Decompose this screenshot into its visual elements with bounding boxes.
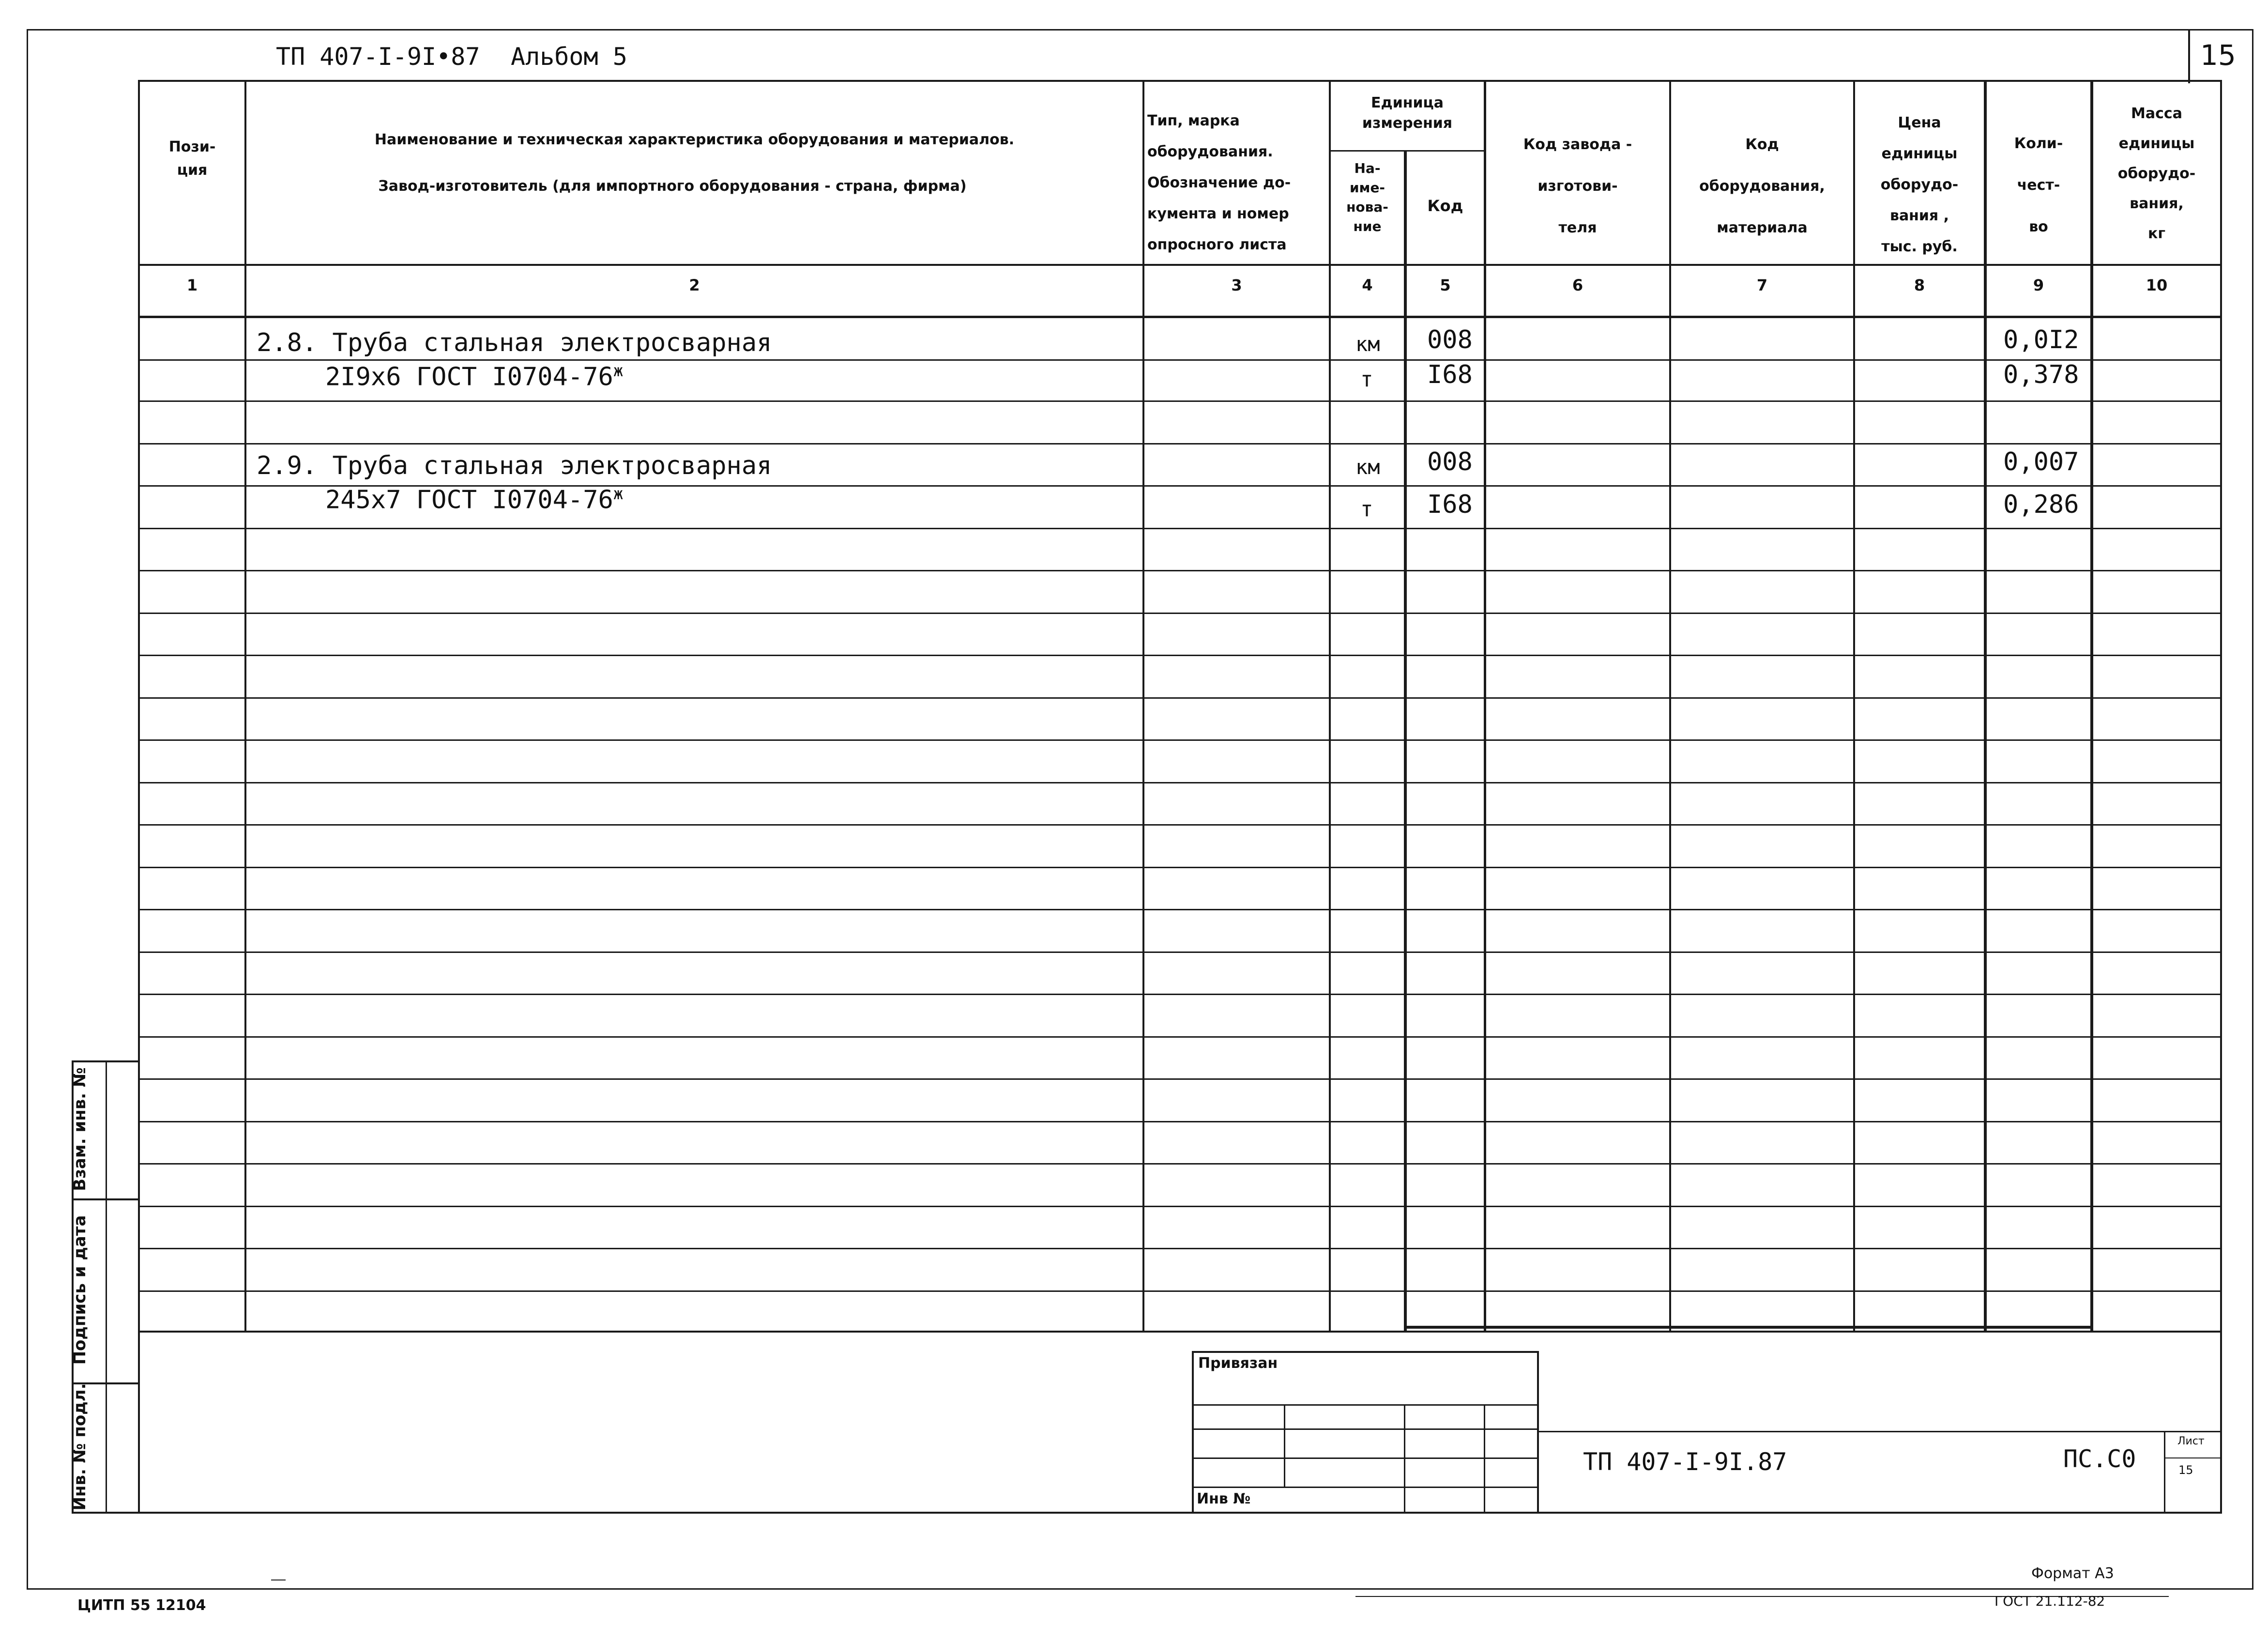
row-2-qty: 0,378: [2003, 360, 2079, 389]
table-right: [2220, 80, 2222, 1513]
row-3-code: 008: [1427, 447, 1473, 476]
colnum-7: 7: [1756, 276, 1768, 294]
row-4-qty: 0,286: [2003, 490, 2079, 519]
colnum-4: 4: [1362, 276, 1373, 294]
header-col-position: Пози- ция: [168, 138, 216, 179]
frame-bottom: [27, 1588, 2253, 1590]
header-album: Альбом 5: [511, 43, 627, 71]
header-col-factory-code: Код завода - изготови- теля: [1523, 136, 1632, 236]
list-label: Лист: [2177, 1435, 2205, 1447]
footer-left: ЦИТП 55 12104: [77, 1597, 206, 1614]
row-4-name: 245x7 ГОСТ $I0704-76^ж$: [325, 484, 624, 515]
frame-right: [2252, 29, 2253, 1588]
header-col-equipment-code: Код оборудования, материала: [1699, 136, 1825, 236]
row-1-unit: км: [1355, 332, 1380, 356]
stamp-vzam-inv: Взам. инв. №: [70, 1067, 90, 1191]
footer-format: Формат А3: [2031, 1565, 2114, 1582]
row-4-code: I68: [1427, 490, 1473, 519]
row-2-mark: ж: [613, 361, 624, 381]
colnum-9: 9: [2033, 276, 2044, 294]
header-col-name-line1: Наименование и техническая характеристика оборудования и материалов.: [374, 131, 1015, 148]
row-2-unit: т: [1360, 367, 1373, 392]
table-top: [138, 80, 2222, 82]
table-left: [138, 80, 140, 1513]
header-col-unit-name: На- име- нова- ние: [1346, 160, 1388, 234]
colnum-10: 10: [2146, 276, 2168, 294]
colnum-2: 2: [689, 276, 700, 294]
colnum-5: 5: [1440, 276, 1451, 294]
sheet-code: ПС.С0: [2063, 1445, 2136, 1473]
row-2-code: I68: [1427, 360, 1473, 389]
row-3-qty: 0,007: [2003, 447, 2079, 476]
footer-gost: ГОСТ 21.112-82: [1994, 1593, 2105, 1609]
header-col-unit-code: Код: [1427, 197, 1463, 215]
header-col-type: Тип, марка оборудования. Обозначение до- кумента и номер опросного листа: [1147, 112, 1291, 253]
row-2-name: 2I9x6 ГОСТ $I0704-76^ж$: [325, 361, 624, 392]
list-number: 15: [2178, 1463, 2193, 1477]
inv-no-label: Инв №: [1197, 1490, 1251, 1507]
row-1-qty: 0,0I2: [2003, 325, 2079, 354]
row-3-name: 2.9. Труба стальная электросварная: [257, 451, 772, 480]
row-4-mark: ж: [613, 484, 624, 504]
header-code: ТП 407-I-9I•87: [276, 43, 480, 71]
stamp-inv-podl: Инв. № подл.: [70, 1383, 90, 1511]
row-1-code: 008: [1427, 325, 1473, 354]
privyazan-label: Привязан: [1198, 1355, 1278, 1372]
frame-left: [27, 29, 28, 1588]
row-3-unit: км: [1355, 455, 1380, 479]
colnum-6: 6: [1572, 276, 1583, 294]
frame-top: [27, 29, 2253, 31]
row-1-name: 2.8. Труба стальная электросварная: [257, 328, 772, 357]
header-col-unit-group: Единица измерения: [1362, 94, 1453, 132]
header-col-name-line2: Завод-изготовитель (для импортного оборудования - страна, фирма): [378, 178, 967, 195]
page-number: 15: [2200, 39, 2236, 72]
header-col-mass: Масса единицы оборудо- вания, кг: [2117, 105, 2196, 242]
row-4-unit: т: [1360, 497, 1373, 522]
header-col-price: Цена единицы оборудо- вания , тыс. руб.: [1880, 114, 1959, 255]
colnum-3: 3: [1231, 276, 1242, 294]
colnum-8: 8: [1914, 276, 1925, 294]
header-col-quantity: Коли- чест- во: [2014, 135, 2063, 235]
doc-code: ТП 407-I-9I.87: [1583, 1448, 1787, 1476]
table-bottom: [138, 1512, 2222, 1514]
stamp-podpis-data: Подпись и дата: [70, 1215, 90, 1365]
colnum-1: 1: [186, 276, 198, 294]
